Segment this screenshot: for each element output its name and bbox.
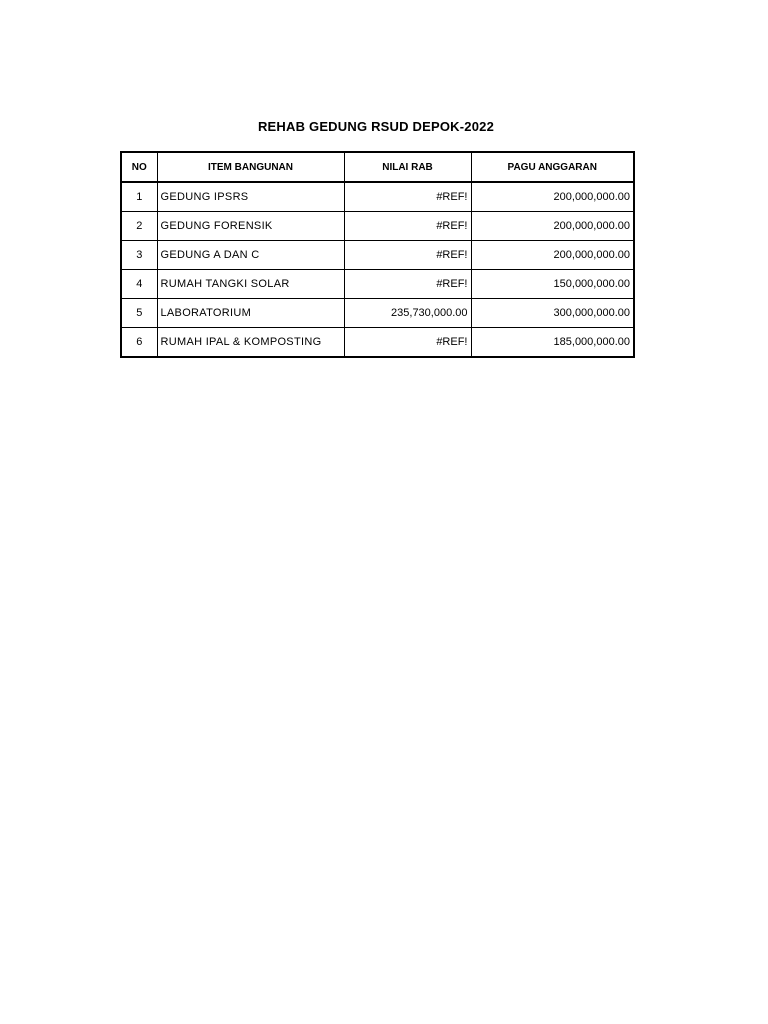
- cell-pagu: 150,000,000.00: [471, 270, 634, 299]
- table-row: [121, 241, 634, 270]
- cell-item: RUMAH TANGKI SOLAR: [157, 270, 344, 299]
- cell-nilai-rab: #REF!: [344, 212, 471, 241]
- cell-pagu: 200,000,000.00: [471, 241, 634, 270]
- header-item-bangunan: ITEM BANGUNAN: [157, 152, 344, 182]
- cell-nilai-rab: 235,730,000.00: [344, 299, 471, 328]
- table-row: [121, 299, 634, 328]
- table-row: [121, 182, 634, 212]
- cell-no: 5: [121, 299, 157, 328]
- cell-no: 3: [121, 241, 157, 270]
- cell-item: GEDUNG A DAN C: [157, 241, 344, 270]
- budget-table: [120, 151, 635, 358]
- table-row: [121, 328, 634, 358]
- cell-nilai-rab: #REF!: [344, 270, 471, 299]
- header-no: NO: [121, 152, 157, 182]
- cell-pagu: 300,000,000.00: [471, 299, 634, 328]
- cell-item: RUMAH IPAL & KOMPOSTING: [157, 328, 344, 358]
- table-row: [121, 270, 634, 299]
- cell-no: 4: [121, 270, 157, 299]
- cell-item: GEDUNG FORENSIK: [157, 212, 344, 241]
- header-nilai-rab: NILAI RAB: [344, 152, 471, 182]
- cell-pagu: 200,000,000.00: [471, 182, 634, 212]
- document-title: REHAB GEDUNG RSUD DEPOK-2022: [257, 119, 495, 134]
- cell-pagu: 185,000,000.00: [471, 328, 634, 358]
- cell-pagu: 200,000,000.00: [471, 212, 634, 241]
- table-row: [121, 212, 634, 241]
- cell-no: 2: [121, 212, 157, 241]
- table-header-row: [121, 152, 634, 182]
- cell-item: GEDUNG IPSRS: [157, 182, 344, 212]
- header-pagu-anggaran: PAGU ANGGARAN: [471, 152, 634, 182]
- cell-no: 6: [121, 328, 157, 358]
- cell-nilai-rab: #REF!: [344, 241, 471, 270]
- cell-item: LABORATORIUM: [157, 299, 344, 328]
- cell-no: 1: [121, 182, 157, 212]
- cell-nilai-rab: #REF!: [344, 328, 471, 358]
- cell-nilai-rab: #REF!: [344, 182, 471, 212]
